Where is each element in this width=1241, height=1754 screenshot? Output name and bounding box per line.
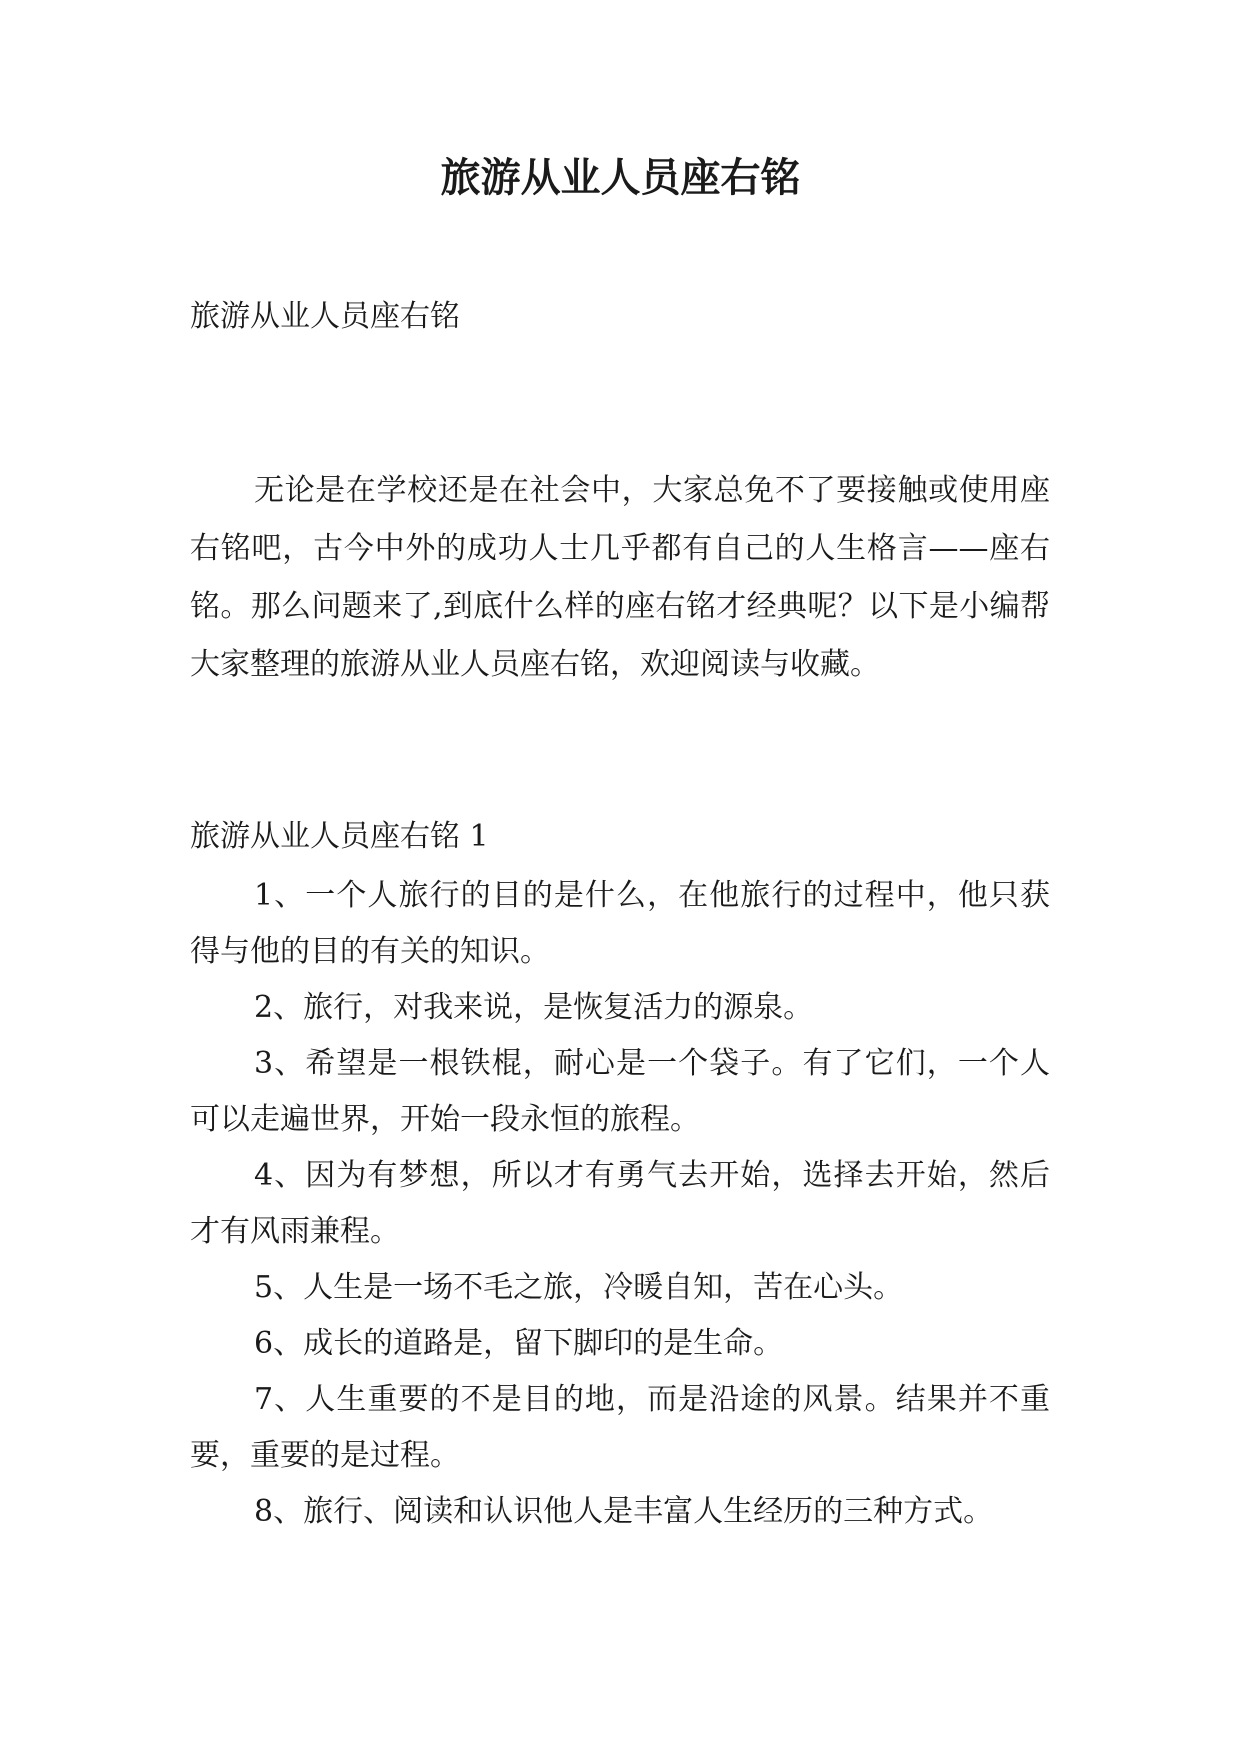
motto-item-2: 2、旅行，对我来说，是恢复活力的源泉。 (254, 990, 814, 1025)
motto-item-7: 7、人生重要的不是目的地，而是沿途的风景。结果并不重要，重要的是过程。 (190, 1382, 1050, 1473)
section-heading: 旅游从业人员座右铭 1 (190, 819, 489, 854)
motto-item-8: 8、旅行、阅读和认识他人是丰富人生经历的三种方式。 (254, 1494, 994, 1529)
document-subtitle: 旅游从业人员座右铭 (190, 299, 460, 334)
motto-item-5: 5、人生是一场不毛之旅，冷暖自知，苦在心头。 (254, 1270, 904, 1305)
motto-list (190, 868, 1050, 1540)
motto-item-1: 1、一个人旅行的目的是什么，在他旅行的过程中，他只获得与他的目的有关的知识。 (190, 878, 1050, 969)
motto-item-3: 3、希望是一根铁棍，耐心是一个袋子。有了它们，一个人可以走遍世界，开始一段永恒的旅程。 (190, 1046, 1050, 1137)
motto-item-4: 4、因为有梦想，所以才有勇气去开始，选择去开始，然后才有风雨兼程。 (190, 1158, 1050, 1249)
intro-paragraph: 无论是在学校还是在社会中，大家总免不了要接触或使用座右铭吧，古今中外的成功人士几乎都有自己的人生格言——座右铭。那么问题来了,到底什么样的座右铭才经典呢？以下是小编帮大家整理的旅游从业人员座右铭，欢迎阅读与收藏。 (190, 473, 1050, 682)
document-title: 旅游从业人员座右铭 (440, 154, 801, 201)
motto-item-6: 6、成长的道路是，留下脚印的是生命。 (254, 1326, 784, 1361)
